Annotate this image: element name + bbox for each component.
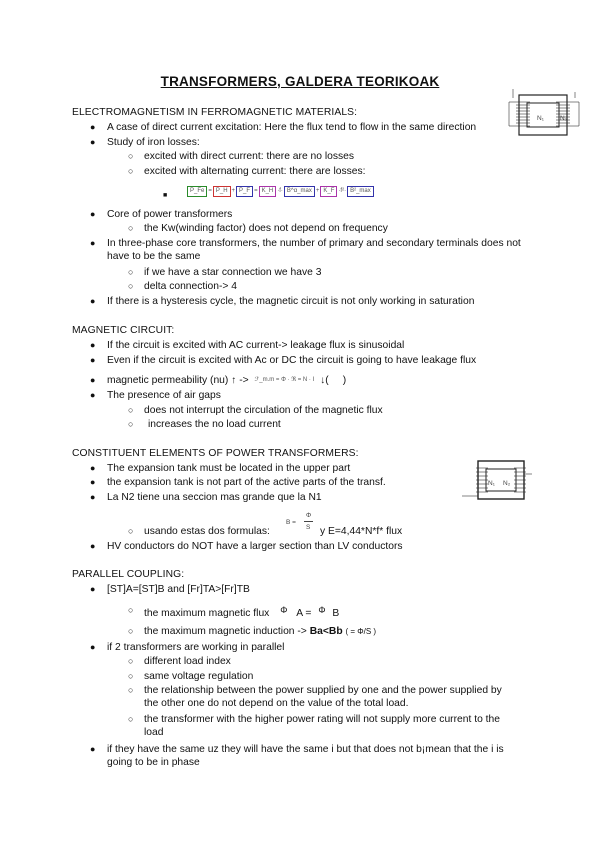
list-item: same voltage regulation (144, 671, 254, 682)
circle-bullet-icon: ○ (128, 223, 134, 233)
circle-bullet-icon: ○ (128, 419, 134, 429)
bullet-icon: ● (90, 296, 96, 306)
bullet-icon: ● (90, 492, 96, 502)
phi-symbol: Φ (280, 605, 288, 615)
permeability-tail: ↓( (320, 375, 329, 386)
circle-bullet-icon: ○ (128, 526, 134, 536)
mmf-formula: ℱ_m.m = Φ · ℜ = N · I (254, 377, 315, 383)
formula-term: = (254, 188, 258, 194)
list-item: [ST]A=[ST]B and [Fr]TA>[Fr]TB (107, 584, 250, 595)
bullet-icon: ● (90, 209, 96, 219)
iron-loss-formula (186, 186, 375, 197)
list-item: the transformer with the higher power rating will not supply more current to the load (144, 714, 500, 738)
list-item: the relationship between the power supplied by one and the power supplied by the other one do not depend on the value of the total load. (144, 685, 502, 709)
bullet-icon: ● (90, 463, 96, 473)
diagram2-n2: N₂ (503, 480, 511, 487)
circle-bullet-icon: ○ (128, 166, 134, 176)
bullet-icon: ● (90, 541, 96, 551)
formula-term: ·f· (277, 188, 283, 194)
diagram2-n1: N₁ (488, 480, 495, 487)
circle-bullet-icon: ○ (128, 267, 134, 277)
section-heading-magnetic-circuit: MAGNETIC CIRCUIT: (72, 325, 175, 336)
list-item: Study of iron losses: (107, 137, 200, 148)
list-item: the Kw(winding factor) does not depend on frequency (144, 223, 388, 234)
list-item: if they have the same uz they will have the same i but that does not b¡mean that the i is going to be in phase (107, 744, 504, 768)
emf-formula-text: y E=4,44*N*f* flux (320, 526, 403, 537)
phi-symbol: Φ (318, 605, 326, 615)
list-item: different load index (144, 656, 231, 667)
diagram1-n2: N₂ (560, 115, 568, 122)
formula-term: K_H (259, 186, 277, 197)
formula-term: B²_max (347, 186, 374, 197)
bullet-icon: ● (90, 642, 96, 652)
bullet-icon: ● (90, 584, 96, 594)
max-induction-bold: Ba<Bb (309, 626, 343, 637)
circle-bullet-icon: ○ (128, 685, 134, 695)
max-flux-text: the maximum magnetic flux (144, 608, 270, 619)
section-heading-parallel-coupling: PARALLEL COUPLING: (72, 569, 185, 580)
circle-bullet-icon: ○ (128, 714, 134, 724)
bullet-icon: ● (90, 477, 96, 487)
list-item: HV conductors do NOT have a larger section than LV conductors (107, 541, 403, 552)
section-heading-electromagnetism: ELECTROMAGNETISM IN FERROMAGNETIC MATERIALS: (72, 107, 358, 118)
bullet-icon: ● (90, 137, 96, 147)
square-bullet-icon: ■ (163, 192, 168, 199)
bullet-icon: ● (90, 122, 96, 132)
list-item: increases the no load current (148, 419, 281, 430)
max-induction-text: the maximum magnetic induction -> (144, 626, 307, 637)
list-item: if we have a star connection we have 3 (144, 267, 322, 278)
bullet-icon: ● (90, 340, 96, 350)
list-item: If there is a hysteresis cycle, the magnetic circuit is not only working in saturation (107, 296, 475, 307)
transformer-diagram-icon (505, 86, 583, 144)
circle-bullet-icon: ○ (128, 626, 134, 636)
list-item: excited with direct current: there are no losses (144, 151, 355, 162)
formula-term: = (208, 188, 212, 194)
diagram1-n1: N₁ (537, 115, 544, 122)
permeability-text: magnetic permeability (nu) ↑ -> (107, 375, 249, 386)
page-title: TRANSFORMERS, GALDERA TEORIKOAK (160, 74, 440, 89)
list-item: delta connection-> 4 (144, 281, 238, 292)
list-item: La N2 tiene una seccion mas grande que la N1 (107, 492, 322, 503)
circle-bullet-icon: ○ (128, 656, 134, 666)
list-item: If the circuit is excited with AC current-> leakage flux is sinusoidal (107, 340, 405, 351)
formula-term: B^α_max (284, 186, 315, 197)
transformer-core-diagram-icon (460, 458, 534, 502)
formula-term: P_Fe (187, 186, 207, 197)
formula-term: K_F (320, 186, 337, 197)
permeability-tail-close: ) (342, 375, 347, 386)
list-item: The presence of air gaps (107, 390, 221, 401)
circle-bullet-icon: ○ (128, 281, 134, 291)
list-item (107, 374, 346, 387)
bullet-icon: ● (90, 355, 96, 365)
list-item: Core of power transformers (107, 209, 233, 220)
max-induction-tail: ( = Φ/S ) (345, 627, 377, 636)
formula-term: ·f²· (338, 188, 347, 194)
list-item: usando estas dos formulas: (144, 526, 270, 537)
list-item: Even if the circuit is excited with Ac or DC the circuit is going to have leakage flux (107, 355, 477, 366)
max-flux-end: B (332, 608, 340, 619)
bullet-icon: ● (90, 390, 96, 400)
list-item (144, 604, 339, 620)
circle-bullet-icon: ○ (128, 405, 134, 415)
section-heading-constituent-elements: CONSTITUENT ELEMENTS OF POWER TRANSFORMERS: (72, 448, 359, 459)
bullet-icon: ● (90, 744, 96, 754)
max-flux-equals: A = (296, 608, 312, 619)
formula-term: P_H (213, 186, 231, 197)
list-item: excited with alternating current: there are losses: (144, 166, 366, 177)
formula-denominator: S (306, 524, 311, 531)
bullet-icon: ● (90, 375, 96, 385)
list-item: The expansion tank must be located in the upper part (107, 463, 351, 474)
list-item: A case of direct current excitation: Here the flux tend to flow in the same direction (107, 122, 477, 133)
list-item: if 2 transformers are working in parallel (107, 642, 285, 653)
formula-term: + (231, 188, 236, 194)
circle-bullet-icon: ○ (128, 671, 134, 681)
fraction-bar (304, 521, 313, 522)
formula-term: P_F (236, 186, 253, 197)
list-item: does not interrupt the circulation of the magnetic flux (144, 405, 383, 416)
formula-lhs: B = (286, 519, 296, 526)
list-item: In three-phase core transformers, the number of primary and secondary terminals does not have to be the same (107, 238, 521, 262)
bullet-icon: ● (90, 238, 96, 248)
circle-bullet-icon: ○ (128, 605, 134, 615)
circle-bullet-icon: ○ (128, 151, 134, 161)
list-item: the expansion tank is not part of the active parts of the transf. (107, 477, 386, 488)
formula-numerator: Φ (306, 512, 312, 519)
list-item (144, 625, 376, 638)
formula-term: + (315, 188, 320, 194)
